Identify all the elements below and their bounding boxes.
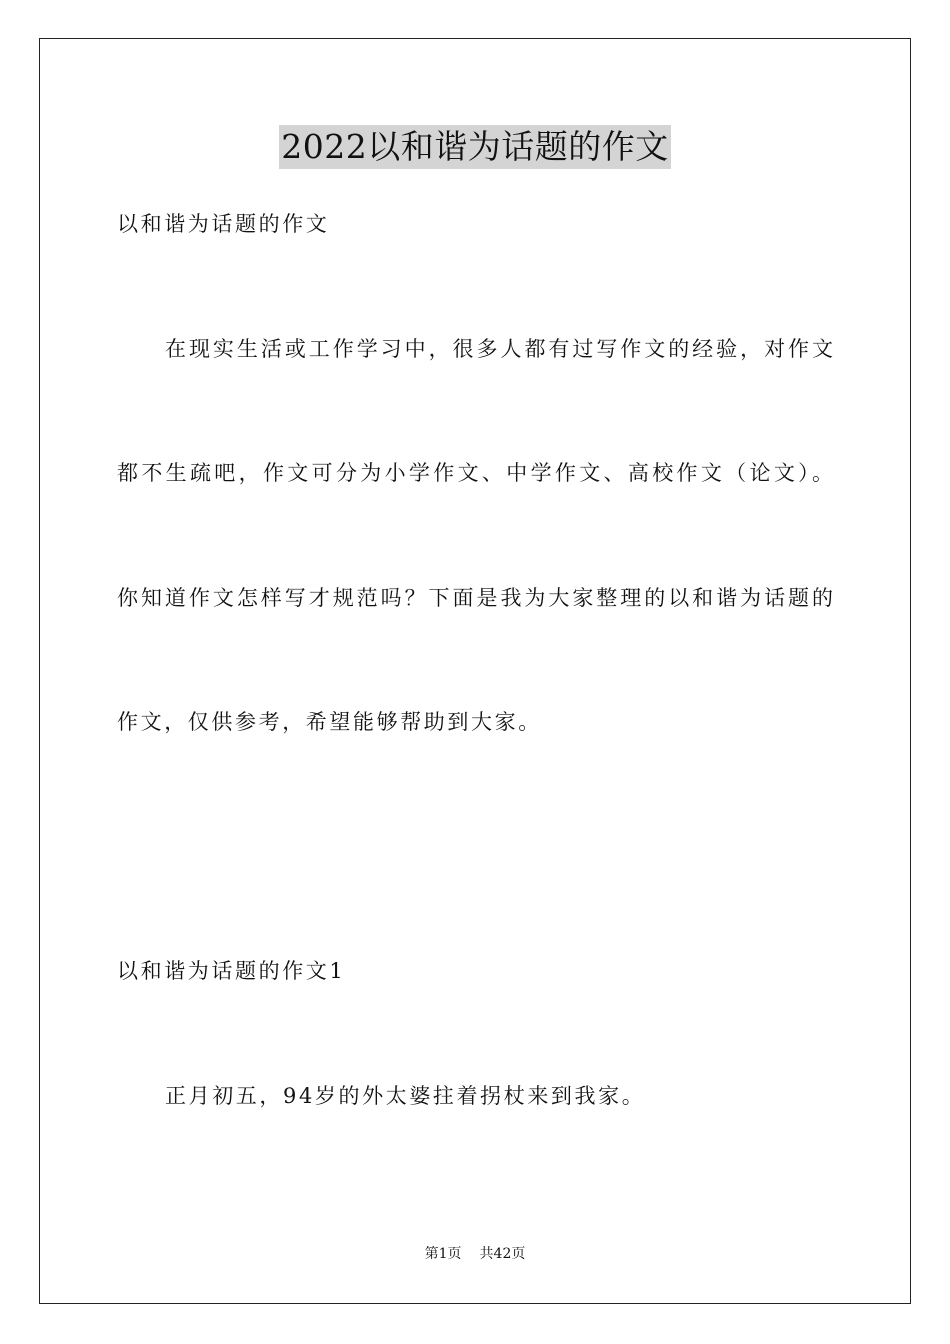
intro-line-2: 都不生疏吧，作文可分为小学作文、中学作文、高校作文（论文）。 (117, 461, 833, 485)
section-heading: 以和谐为话题的作文1 (117, 959, 346, 983)
document-subtitle: 以和谐为话题的作文 (117, 212, 330, 236)
document-title: 2022以和谐为话题的作文 (279, 125, 670, 169)
page-total: 共42页 (479, 1246, 526, 1262)
title-container (0, 125, 950, 169)
section-first-line: 正月初五，94岁的外太婆拄着拐杖来到我家。 (165, 1084, 646, 1108)
page-footer (0, 1244, 950, 1264)
intro-line-3: 你知道作文怎样写才规范吗？下面是我为大家整理的以和谐为话题的 (117, 586, 833, 610)
intro-line-4: 作文，仅供参考，希望能够帮助到大家。 (117, 710, 542, 734)
intro-line-1: 在现实生活或工作学习中，很多人都有过写作文的经验，对作文 (165, 337, 833, 361)
page-number: 第1页 (424, 1246, 462, 1262)
